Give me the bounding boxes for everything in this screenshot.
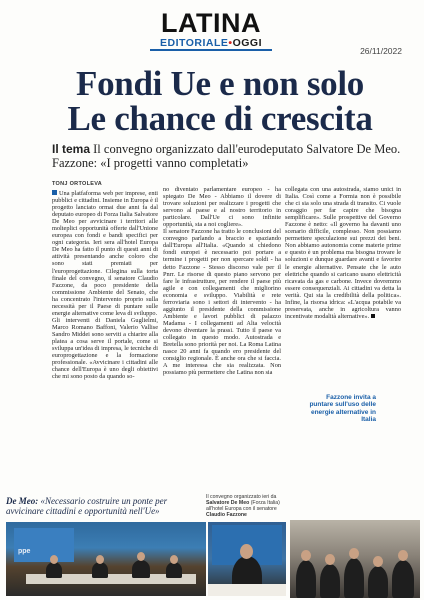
issue-date: 26/11/2022 — [360, 46, 402, 56]
sidebar-pullout: Fazzone invita a puntare sull'uso delle energie alternative in Italia — [309, 394, 376, 423]
pull-quote — [6, 496, 202, 516]
logo-sub — [150, 37, 272, 49]
audience-member — [320, 564, 340, 598]
subheadline — [52, 143, 402, 170]
audience-member — [344, 558, 364, 598]
newspaper-logo[interactable] — [150, 10, 272, 49]
audience-head — [373, 556, 383, 567]
person — [166, 562, 182, 578]
article-column-2 — [163, 186, 281, 528]
audience-member — [296, 560, 316, 598]
conference-photo-speaker — [208, 522, 286, 596]
person-head — [170, 555, 178, 564]
lead-square — [52, 190, 57, 195]
screen-logo-text: ppe — [18, 548, 31, 555]
end-square — [371, 314, 375, 318]
paragraph — [52, 190, 158, 317]
quote-speaker: De Meo: — [6, 496, 39, 506]
audience-head — [398, 550, 408, 561]
byline: TONJ ORTOLEVA — [52, 181, 103, 187]
projection-screen — [14, 528, 74, 562]
subhead-text: Il convegno organizzato dall'eurodeputato Salvatore De Meo. Fazzone: «I progetti vanno completati» — [52, 142, 401, 170]
audience-member — [392, 560, 414, 598]
masthead — [0, 6, 424, 56]
paragraph-text: collegata con una autostrada, siamo unici in Italia. Così come a Formia non è possibile che ci sia solo una strada di transito. Ci vuole coraggio per far capire che bisogna semplificare». Sulle prospettive del Governo Fazzone è netto: «Il governo ha davanti uno scenario difficile, complesso. Non possiamo permettere speculazione sui prezzi dei beni. Non abbiamo autonomia come materie prime e questo è un problema ma bisogna trovare le soluzioni e dunque guardare avanti e favorire le energie alternative. Pensate che le auto elettriche quando si caricano usano elettricità ricavata da gas e carbone. Invece dovremmo essere consequenziali. Ai cittadini va detta la verità. Qui sta la credibilità della politica». Infine, la risorsa idrica: «L'acqua potabile va preservata, anche in agricoltura vanno incentivate modalità alternative». — [285, 186, 401, 320]
caption-name-2: Claudio Fazzone — [206, 512, 247, 518]
person-head — [96, 555, 104, 564]
audience-head — [349, 548, 359, 559]
photo-caption — [206, 494, 282, 518]
subhead-kicker: Il tema — [52, 142, 91, 156]
podium — [208, 584, 286, 596]
paragraph-text: Una platfaforma web per imprese, enti pubblici e cittadini. Insieme in Europa è il progetto lanciato ormai due anni fa dal deputato europeo di Forza Italia Salvatore De Meo per avvicinare i territori alle molteplici opportunità offerte dall'Unione europea con fondi e bandi specifici per ogni categoria. Ieri sera all'hotel Europa De Meo ha fatto il punto di questi anni di attività presentando anche coloro che sono stati premiati per l'europrogettazione. Cilegina sulla torta finale del convegno, il senatore Claudio Fazzone, da poco presidente della commissione Ambiente del Senato, che ha concentrato l'intervento proprio sulla necessità per il Paese di puntare sulle energie alternative come leva di sviluppo. — [52, 190, 158, 317]
paragraph: no diventato parlamentare europeo - ha spiegato De Meo - Abbiamo il dovere di trovare soluzioni per realizzare i progetti che servono al paese e al nostro territorio in particolare. Dall'Ue ci sono infinite opportunità, sta a noi cogliere». — [163, 186, 281, 229]
paragraph — [285, 186, 401, 320]
caption-name-1: Salvatore De Meo — [206, 500, 250, 506]
caption-lead: Il convegno organizzato ieri da — [206, 494, 277, 500]
headline-line-2: Le chance di crescita — [67, 99, 373, 138]
audience-head — [301, 550, 311, 561]
headline — [40, 66, 400, 136]
conference-photo-stage — [6, 522, 206, 596]
audience-member — [368, 566, 388, 598]
quote-text: «Necessario costruire un ponte per avvicinare cittadini e opportunità nell'Ue» — [6, 496, 168, 516]
headline-line-1: Fondi Ue e non solo — [76, 64, 364, 103]
article-column-3 — [285, 186, 401, 388]
article-column-1 — [52, 190, 158, 472]
logo-sub-oggi: OGGI — [232, 37, 262, 49]
person-head — [50, 555, 58, 564]
speaker-head — [240, 544, 253, 559]
logo-underline — [150, 49, 272, 51]
person-head — [137, 552, 145, 561]
caption-mid: (Forza Italia) all'hotel Europa con il senatore — [206, 500, 280, 512]
person — [92, 562, 108, 578]
person — [132, 560, 150, 578]
audience-head — [325, 554, 335, 565]
conference-photo-audience — [290, 520, 420, 598]
logo-main: LATINA — [161, 8, 261, 38]
logo-sub-editoriale: EDITORIALE — [159, 37, 229, 49]
person — [46, 562, 62, 578]
paragraph: Gli interventi di Daniela Guglielmi, Marco Romano Baffoni, Valerio Vallise Sandro Middei sono serviti a chiarire alla platea a cosa serve il portale, come si sviluppa un'idea di impresa, le tecniche di europrogettazione e la formazione professionale. «Avvicinare i cittadini alle chance dell'Europa è uno degli obiettivi che mi sono posto da quando so- — [52, 316, 158, 381]
logo-dot: • — [228, 37, 233, 49]
paragraph: Il senatore Fazzone ha tratto le conclusioni del convegno parlando a braccio e spaziando dall'Europa all'Italia. «Quando si chiedono fondi europei è necessario poi portare a termine i progetti per non spercare soldi - ha detto Fazzone - Stesso discorso vale per il Pnrr. Le risorse di questo piano servono per fare le infrastrutture, per rendere il paese più agile e con collegamenti che migliorino economia e sviluppo. Viabilità e rete ferroviaria sono i settori di intervento - ha aggiunto il presidente della commissione Ambiente e lavori pubblici di palazzo Madama - I collegamenti ad Alta velocità devono diventare la prassi. Tutto il paese va collegato in questo modo. Autostrada e Bretella sono priorità per noi. La Roma Latina nasce 20 anni fa quando ero presidente del consiglio regionale. È anche ora che si faccia. A me interessa che sia realizzata. Non possiamo più permettere che Latina non sia — [163, 228, 281, 377]
